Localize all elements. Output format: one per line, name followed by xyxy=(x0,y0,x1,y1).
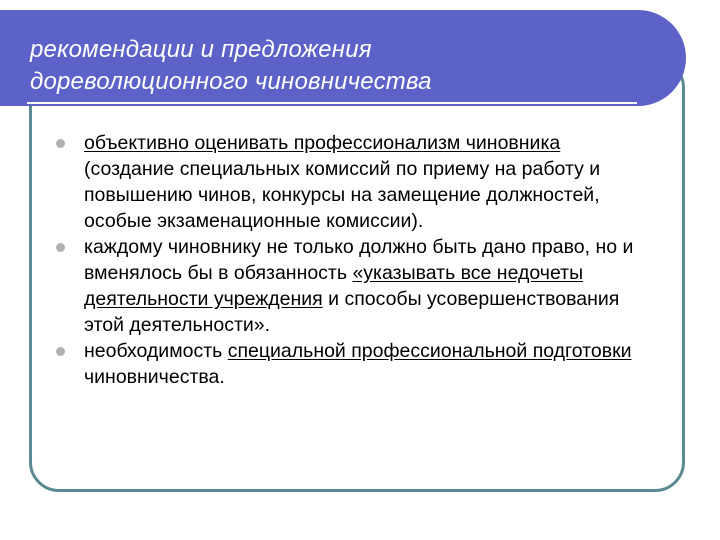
title-bar xyxy=(0,10,686,106)
bullet-dot-icon xyxy=(56,139,65,148)
bullet-dot-icon xyxy=(56,243,65,252)
slide-title-line-1: рекомендации и предложения xyxy=(30,36,372,63)
list-item xyxy=(46,338,646,390)
list-item xyxy=(46,130,646,234)
item-text: (создание специальных комиссий по приему на работу и повышению чинов, конкурсы на замещение должностей, особые экзаменационные комиссии). xyxy=(84,158,601,232)
bullet-list xyxy=(46,130,646,390)
list-item xyxy=(46,234,646,338)
item-text: необходимость xyxy=(84,340,228,362)
slide-title-line-2: дореволюционного чиновничества xyxy=(30,68,432,95)
slide-title xyxy=(30,34,432,98)
item-text: и способы усовершенствования этой деятельности». xyxy=(84,288,620,336)
item-text: каждому чиновнику не только должно быть дано право, но и вменялось бы в обязанность xyxy=(84,236,634,284)
bullet-dot-icon xyxy=(56,347,65,356)
underlined-phrase: специальной профессиональной подготовки xyxy=(227,340,632,362)
underlined-phrase: объективно оценивать профессионализм чиновника xyxy=(84,132,561,154)
item-text: чиновничества. xyxy=(84,366,225,388)
underlined-phrase: «указывать все недочеты деятельности учреждения xyxy=(84,262,584,310)
title-underline xyxy=(27,102,637,104)
